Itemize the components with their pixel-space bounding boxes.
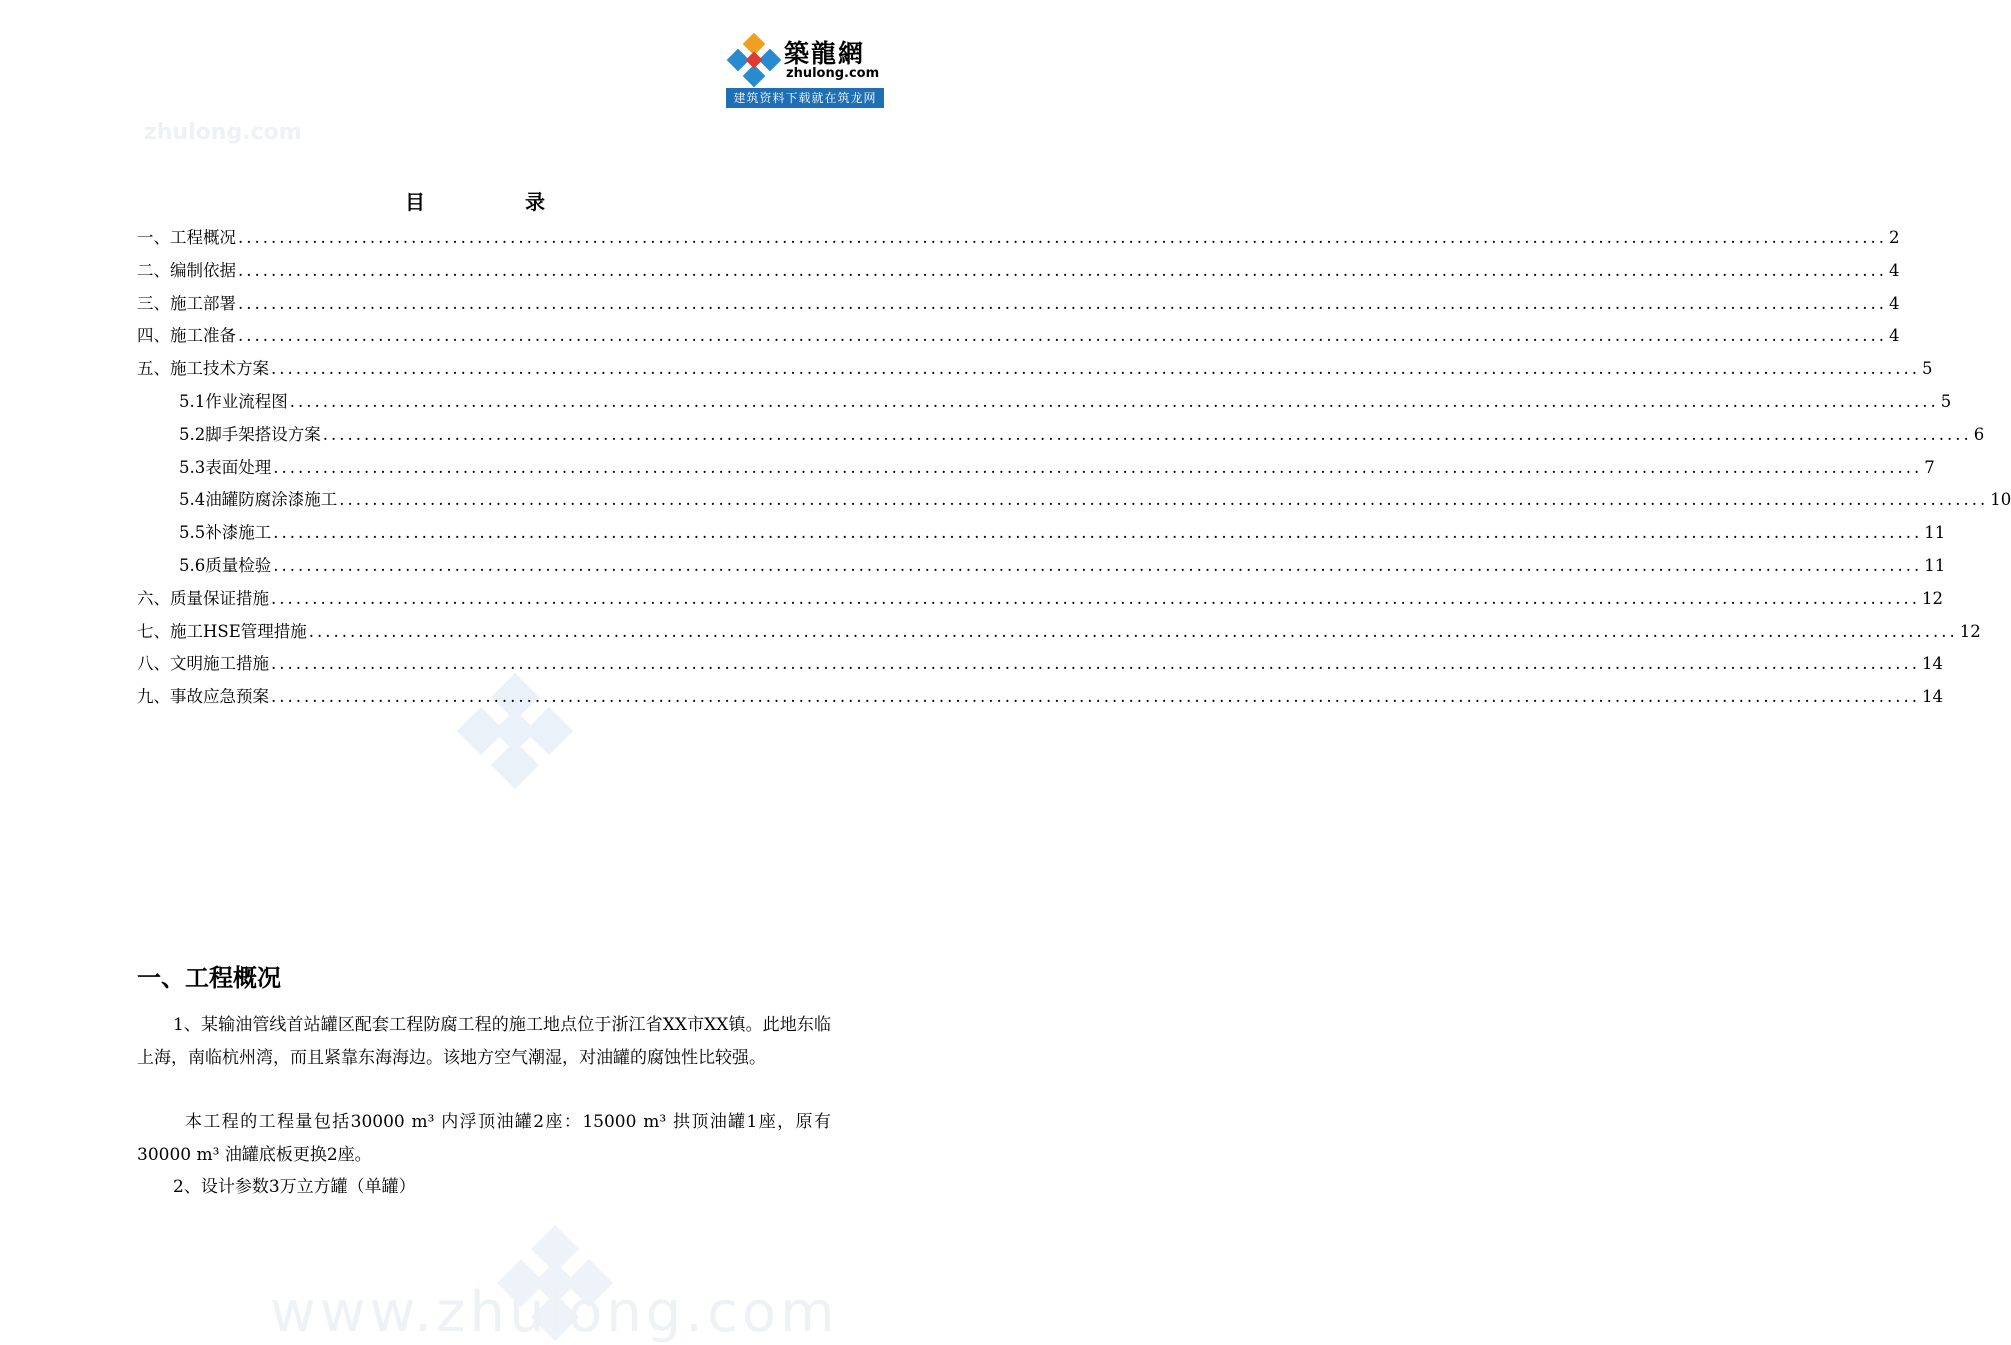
toc-entry-label: 5.4油罐防腐涂漆施工 xyxy=(179,490,338,510)
toc-entry-label: 5.3表面处理 xyxy=(179,457,272,477)
toc-entry-page: 6 xyxy=(1973,424,1985,444)
logo-slogan: 建筑资料下载就在筑龙网 xyxy=(726,88,884,108)
toc-entry[interactable] xyxy=(137,320,1900,353)
toc-entry-label: 八、文明施工措施 xyxy=(137,654,269,674)
toc-entry[interactable] xyxy=(137,419,1985,452)
toc-leader-dots: ........................................................................................................................................................................................................ xyxy=(238,326,1887,346)
toc-entry[interactable] xyxy=(137,255,1900,288)
toc-entry[interactable] xyxy=(137,386,1952,419)
toc-entry-page: 5 xyxy=(1921,359,1933,379)
toc-entry-page: 11 xyxy=(1924,523,1946,543)
toc-leader-dots: ........................................................................................................................................................................................................ xyxy=(271,588,1920,608)
table-of-contents xyxy=(137,222,2011,714)
toc-leader-dots: ........................................................................................................................................................................................................ xyxy=(339,490,1989,510)
paragraph-1: 1、某输油管线首站罐区配套工程防腐工程的施工地点位于浙江省XX市XX镇。此地东临上海，南临杭州湾，而且紧靠东海海边。该地方空气潮湿，对油罐的腐蚀性比较强。 xyxy=(137,1015,831,1068)
toc-leader-dots: ........................................................................................................................................................................................................ xyxy=(273,555,1923,575)
toc-entry[interactable] xyxy=(137,452,1935,485)
toc-leader-dots: ........................................................................................................................................................................................................ xyxy=(271,359,1920,379)
toc-entry-page: 5 xyxy=(1940,391,1952,411)
toc-entry[interactable] xyxy=(137,648,1943,681)
toc-entry-label: 5.5补漆施工 xyxy=(179,523,272,543)
toc-entry[interactable] xyxy=(137,484,2011,517)
toc-entry-page: 14 xyxy=(1921,654,1943,674)
toc-entry-page: 10 xyxy=(1990,490,2011,510)
toc-leader-dots: ........................................................................................................................................................................................................ xyxy=(308,621,1958,641)
toc-entry-label: 5.6质量检验 xyxy=(179,555,272,575)
toc-entry-page: 4 xyxy=(1888,326,1900,346)
toc-leader-dots: ........................................................................................................................................................................................................ xyxy=(238,293,1887,313)
logo-domain: zhulong.com xyxy=(786,66,880,81)
toc-entry[interactable] xyxy=(137,616,1981,649)
toc-entry-label: 二、编制依据 xyxy=(137,260,236,280)
section-heading: 一、工程概况 xyxy=(137,964,281,992)
toc-entry-label: 九、事故应急预案 xyxy=(137,687,269,707)
toc-entry-label: 三、施工部署 xyxy=(137,293,236,313)
zhulong-logo xyxy=(726,30,884,108)
toc-entry-label: 一、工程概况 xyxy=(137,228,236,247)
toc-leader-dots: ........................................................................................................................................................................................................ xyxy=(273,457,1923,477)
toc-entry[interactable] xyxy=(137,681,1943,714)
watermark-top: zhulong.com xyxy=(144,120,302,145)
toc-entry-label: 四、施工准备 xyxy=(137,326,236,346)
paragraph-2: 本工程的工程量包括30000 m³ 内浮顶油罐2座：15000 m³ 拱顶油罐1座，原有30000 m³ 油罐底板更换2座。 xyxy=(137,1112,831,1165)
toc-entry[interactable] xyxy=(137,583,1943,616)
toc-entry[interactable] xyxy=(137,517,1946,550)
toc-entry-label: 七、施工HSE管理措施 xyxy=(137,621,307,641)
toc-entry-label: 六、质量保证措施 xyxy=(137,588,269,608)
toc-leader-dots: ........................................................................................................................................................................................................ xyxy=(271,654,1920,674)
toc-entry[interactable] xyxy=(137,550,1946,583)
toc-entry[interactable] xyxy=(137,288,1900,321)
toc-leader-dots: ........................................................................................................................................................................................................ xyxy=(322,424,1972,444)
toc-entry-label: 五、施工技术方案 xyxy=(137,359,269,379)
toc-title-right: 录 xyxy=(525,190,545,214)
logo-flower-icon xyxy=(728,34,780,86)
toc-entry-page: 11 xyxy=(1924,555,1946,575)
toc-leader-dots: ........................................................................................................................................................................................................ xyxy=(238,260,1887,280)
watermark-bottom: www.zhulong.com xyxy=(270,1280,839,1345)
toc-leader-dots: ........................................................................................................................................................................................................ xyxy=(273,523,1923,543)
toc-entry-page: 14 xyxy=(1921,687,1943,707)
paragraph-3: 2、设计参数3万立方罐（单罐） xyxy=(173,1177,416,1197)
toc-entry-page: 4 xyxy=(1888,293,1900,313)
toc-entry-page: 12 xyxy=(1959,621,1981,641)
toc-entry-page: 12 xyxy=(1921,588,1943,608)
toc-title xyxy=(0,186,950,215)
toc-entry-page: 4 xyxy=(1888,260,1900,280)
toc-leader-dots: ........................................................................................................................................................................................................ xyxy=(271,687,1920,707)
toc-title-left: 目 xyxy=(405,190,425,214)
toc-entry[interactable] xyxy=(137,222,1900,255)
logo-name: 築龍網 xyxy=(784,39,866,68)
toc-entry-page: 7 xyxy=(1924,457,1935,477)
toc-entry-label: 5.1作业流程图 xyxy=(179,391,288,411)
toc-leader-dots: ........................................................................................................................................................................................................ xyxy=(289,391,1939,411)
toc-entry-page: 2 xyxy=(1888,228,1900,247)
toc-entry[interactable] xyxy=(137,353,1933,386)
toc-entry-label: 5.2脚手架搭设方案 xyxy=(179,424,321,444)
toc-leader-dots: ........................................................................................................................................................................................................ xyxy=(238,228,1887,247)
